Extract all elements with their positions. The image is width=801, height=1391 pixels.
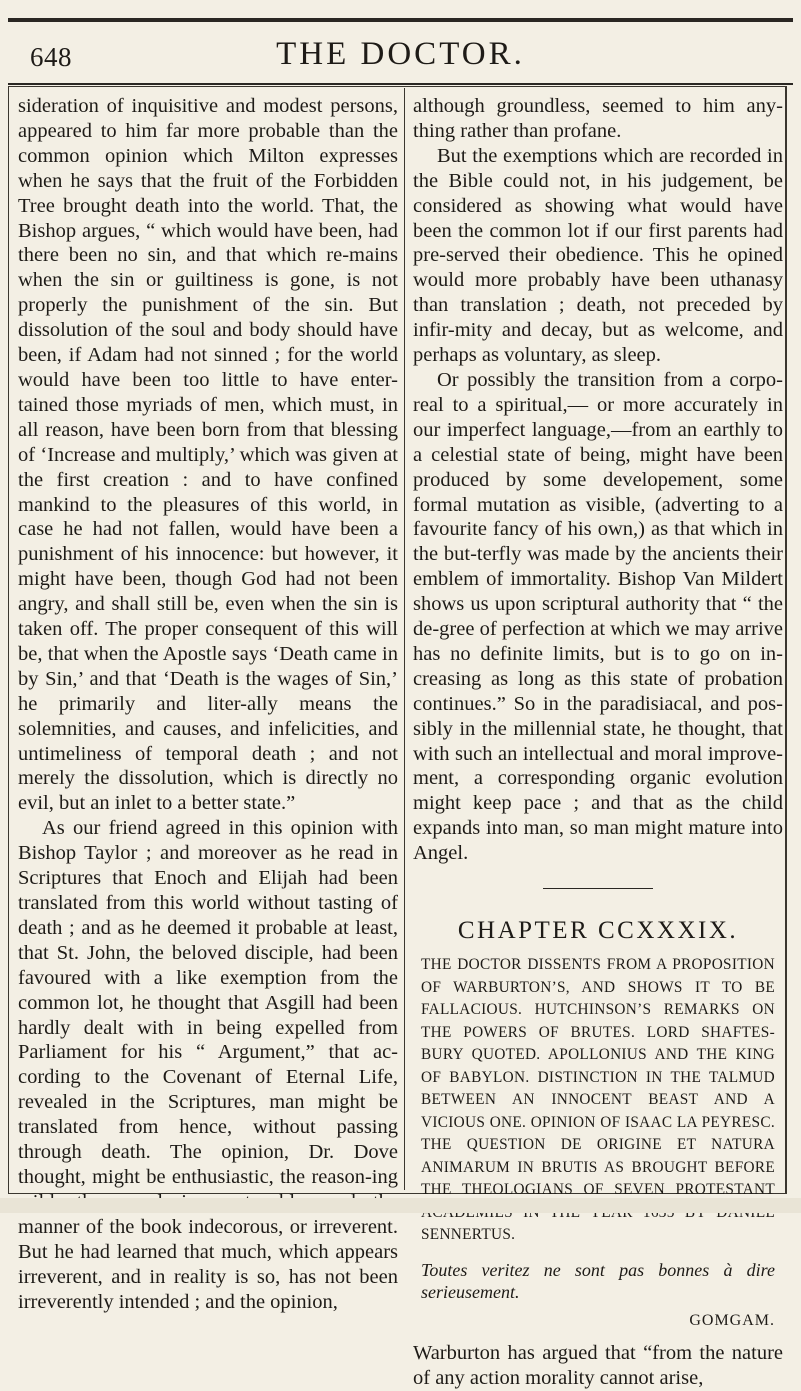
left-column — [18, 94, 398, 1314]
body-paragraph: Or possibly the transition from a corpo-real to a spiritual,— or more accurately in our imperfect language,—from an earthly to a celestial state of being, might have been produced by some developement, some formal mutation as visible, (adverting to a favourite fancy of his own,) as that which in the but-terfly was made by the ancients their emblem of immortality. Bishop Van Mildert shows us upon scriptural authority that “ the de-gree of perfection at which we may arrive has no definite limits, but is to go on in-creasing as long as this state of probation continues.” So in the paradisiacal, and pos-sibly in the millennial state, he thought, that with such an intellectual and moral improve-ment, a corresponding organic evolution might keep pace ; and that as the child expands into man, so man might mature into Angel. — [413, 368, 783, 865]
page-number: 648 — [30, 42, 72, 72]
chapter-separator-rule — [543, 888, 653, 889]
chapter-summary: THE DOCTOR DISSENTS FROM A PROPOSITION OF WARBURTON’S, AND SHOWS IT TO BE FALLACIOUS. HUTCHINSON’S REMARKS ON THE POWERS OF BRUTES. LORD SHAFTES-BURY QUOTED. APOLLONIUS AND THE KING OF BABYLON. DISTINCTION IN THE TALMUD BETWEEN AN INNOCENT BEAST AND A VICIOUS ONE. OPINION OF ISAAC LA PEYRESC. THE QUESTION DE ORIGINE ET NATURA ANIMARUM IN BRUTIS AS BROUGHT BEFORE THE THEOLOGIANS OF SEVEN PROTESTANT SENNERTUS. — [421, 956, 775, 1243]
body-paragraph: although groundless, seemed to him any-thing rather than profane. — [413, 95, 783, 142]
chapter-opening-paragraph: Warburton has argued that “from the nature of any action morality cannot arise, — [413, 1342, 783, 1390]
header-bottom-rule — [8, 83, 793, 85]
chapter-title: CHAPTER CCXXXIX. — [457, 917, 739, 945]
body-paragraph: As our friend agreed in this opinion with Bishop Taylor ; and moreover as he read in Scriptures that Enoch and Elijah had been translated from this world without tasting of death ; and as he deemed it probable at least, that St. John, the beloved disciple, had been favoured with a like exemption from the common lot, he thought that Asgill had been hardly dealt with in being expelled from Parliament for his “ Argument,” that ac-cording to the Covenant of Eternal Life, revealed in the Scriptures, man might be translated from hence, without passing through death. The opinion, Dr. Dove thought, might be enthusiastic, the reason-ing manner of the book indecorous, or irreverent. But he had learned that much, which appears irreverent, and in reality is so, has not been irreverently intended ; and the opinion, — [18, 817, 398, 1313]
epigraph-author: GOMGAM. — [689, 1311, 775, 1329]
epigraph: Toutes veritez ne sont pas bonnes à dire serieusement. — [421, 1259, 775, 1302]
running-title: THE DOCTOR. — [276, 36, 525, 72]
page-header — [8, 22, 793, 82]
page-bottom-margin — [0, 1198, 801, 1213]
body-paragraph: But the exemptions which are recorded in the Bible could not, in his judgement, be considered as showing what would have been the common lot if our first parents had pre-served their obedience. This he opined would more probably have been uthanasy than translation ; death, not preceded by infir-mity and decay, but as welcome, and perhaps as voluntary, as sleep. — [413, 144, 783, 367]
column-divider — [404, 88, 405, 1190]
body-paragraph: sideration of inquisitive and modest persons, appeared to him far more probable than the common opinion which Milton expresses when he says that the fruit of the Forbidden Tree brought death into the world. That, the Bishop argues, “ which would have been, had there been no sin, and that which re-mains when the sin or guiltiness is gone, is not properly the punishment of the sin. But dissolution of the soul and body should have been, if Adam had not sinned ; for the world would have been too little to have enter-tained those myriads of men, which must, in all reason, have been born from that blessing of ‘Increase and multiply,’ which was given at the first creation : and to have confined mankind to the pleasures of this world, in case he had not fallen, would have been a punishment of his innocence: but however, it might have been, though God had not been angry, and shall still be, even when the sin is taken off. The proper consequent of this will be, that when the Apostle says ‘Death came in by Sin,’ and that ‘Death is the wages of Sin,’ he primarily and liter-ally means the solemnities, and causes, and infelicities, and untimeliness of temporal death ; and not merely the dissolution, which is directly no evil, but an inlet to a better state.” — [18, 95, 398, 815]
right-column — [413, 94, 783, 1391]
